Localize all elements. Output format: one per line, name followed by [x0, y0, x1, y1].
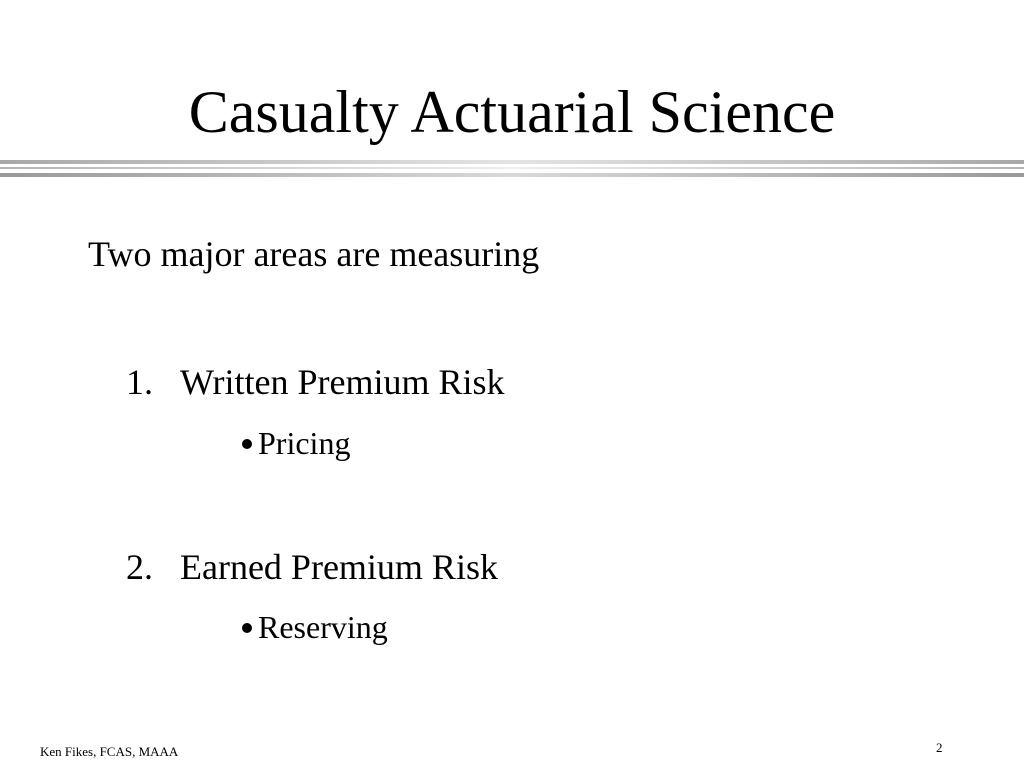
list-item-2	[126, 545, 498, 589]
page-number: 2	[936, 740, 943, 755]
list-item-1	[126, 360, 505, 404]
sub-bullet-label: Pricing	[258, 425, 351, 461]
footer-author: Ken Fikes, FCAS, MAAA	[40, 744, 179, 759]
sub-bullet-2	[242, 607, 388, 647]
list-item-label: Written Premium Risk	[180, 362, 505, 402]
sub-bullet-1	[242, 423, 350, 463]
sub-bullet-label: Reserving	[258, 609, 388, 645]
title-divider-top	[0, 160, 1024, 164]
list-item-label: Earned Premium Risk	[180, 547, 498, 587]
list-item-number: 1.	[126, 362, 153, 402]
title-divider-bottom	[0, 173, 1024, 177]
list-item-number: 2.	[126, 547, 153, 587]
title-divider-middle	[0, 167, 1024, 169]
bullet-icon	[242, 623, 252, 633]
bullet-icon	[242, 439, 252, 449]
slide-title: Casualty Actuarial Science	[188, 79, 836, 145]
intro-text: Two major areas are measuring	[88, 234, 540, 274]
